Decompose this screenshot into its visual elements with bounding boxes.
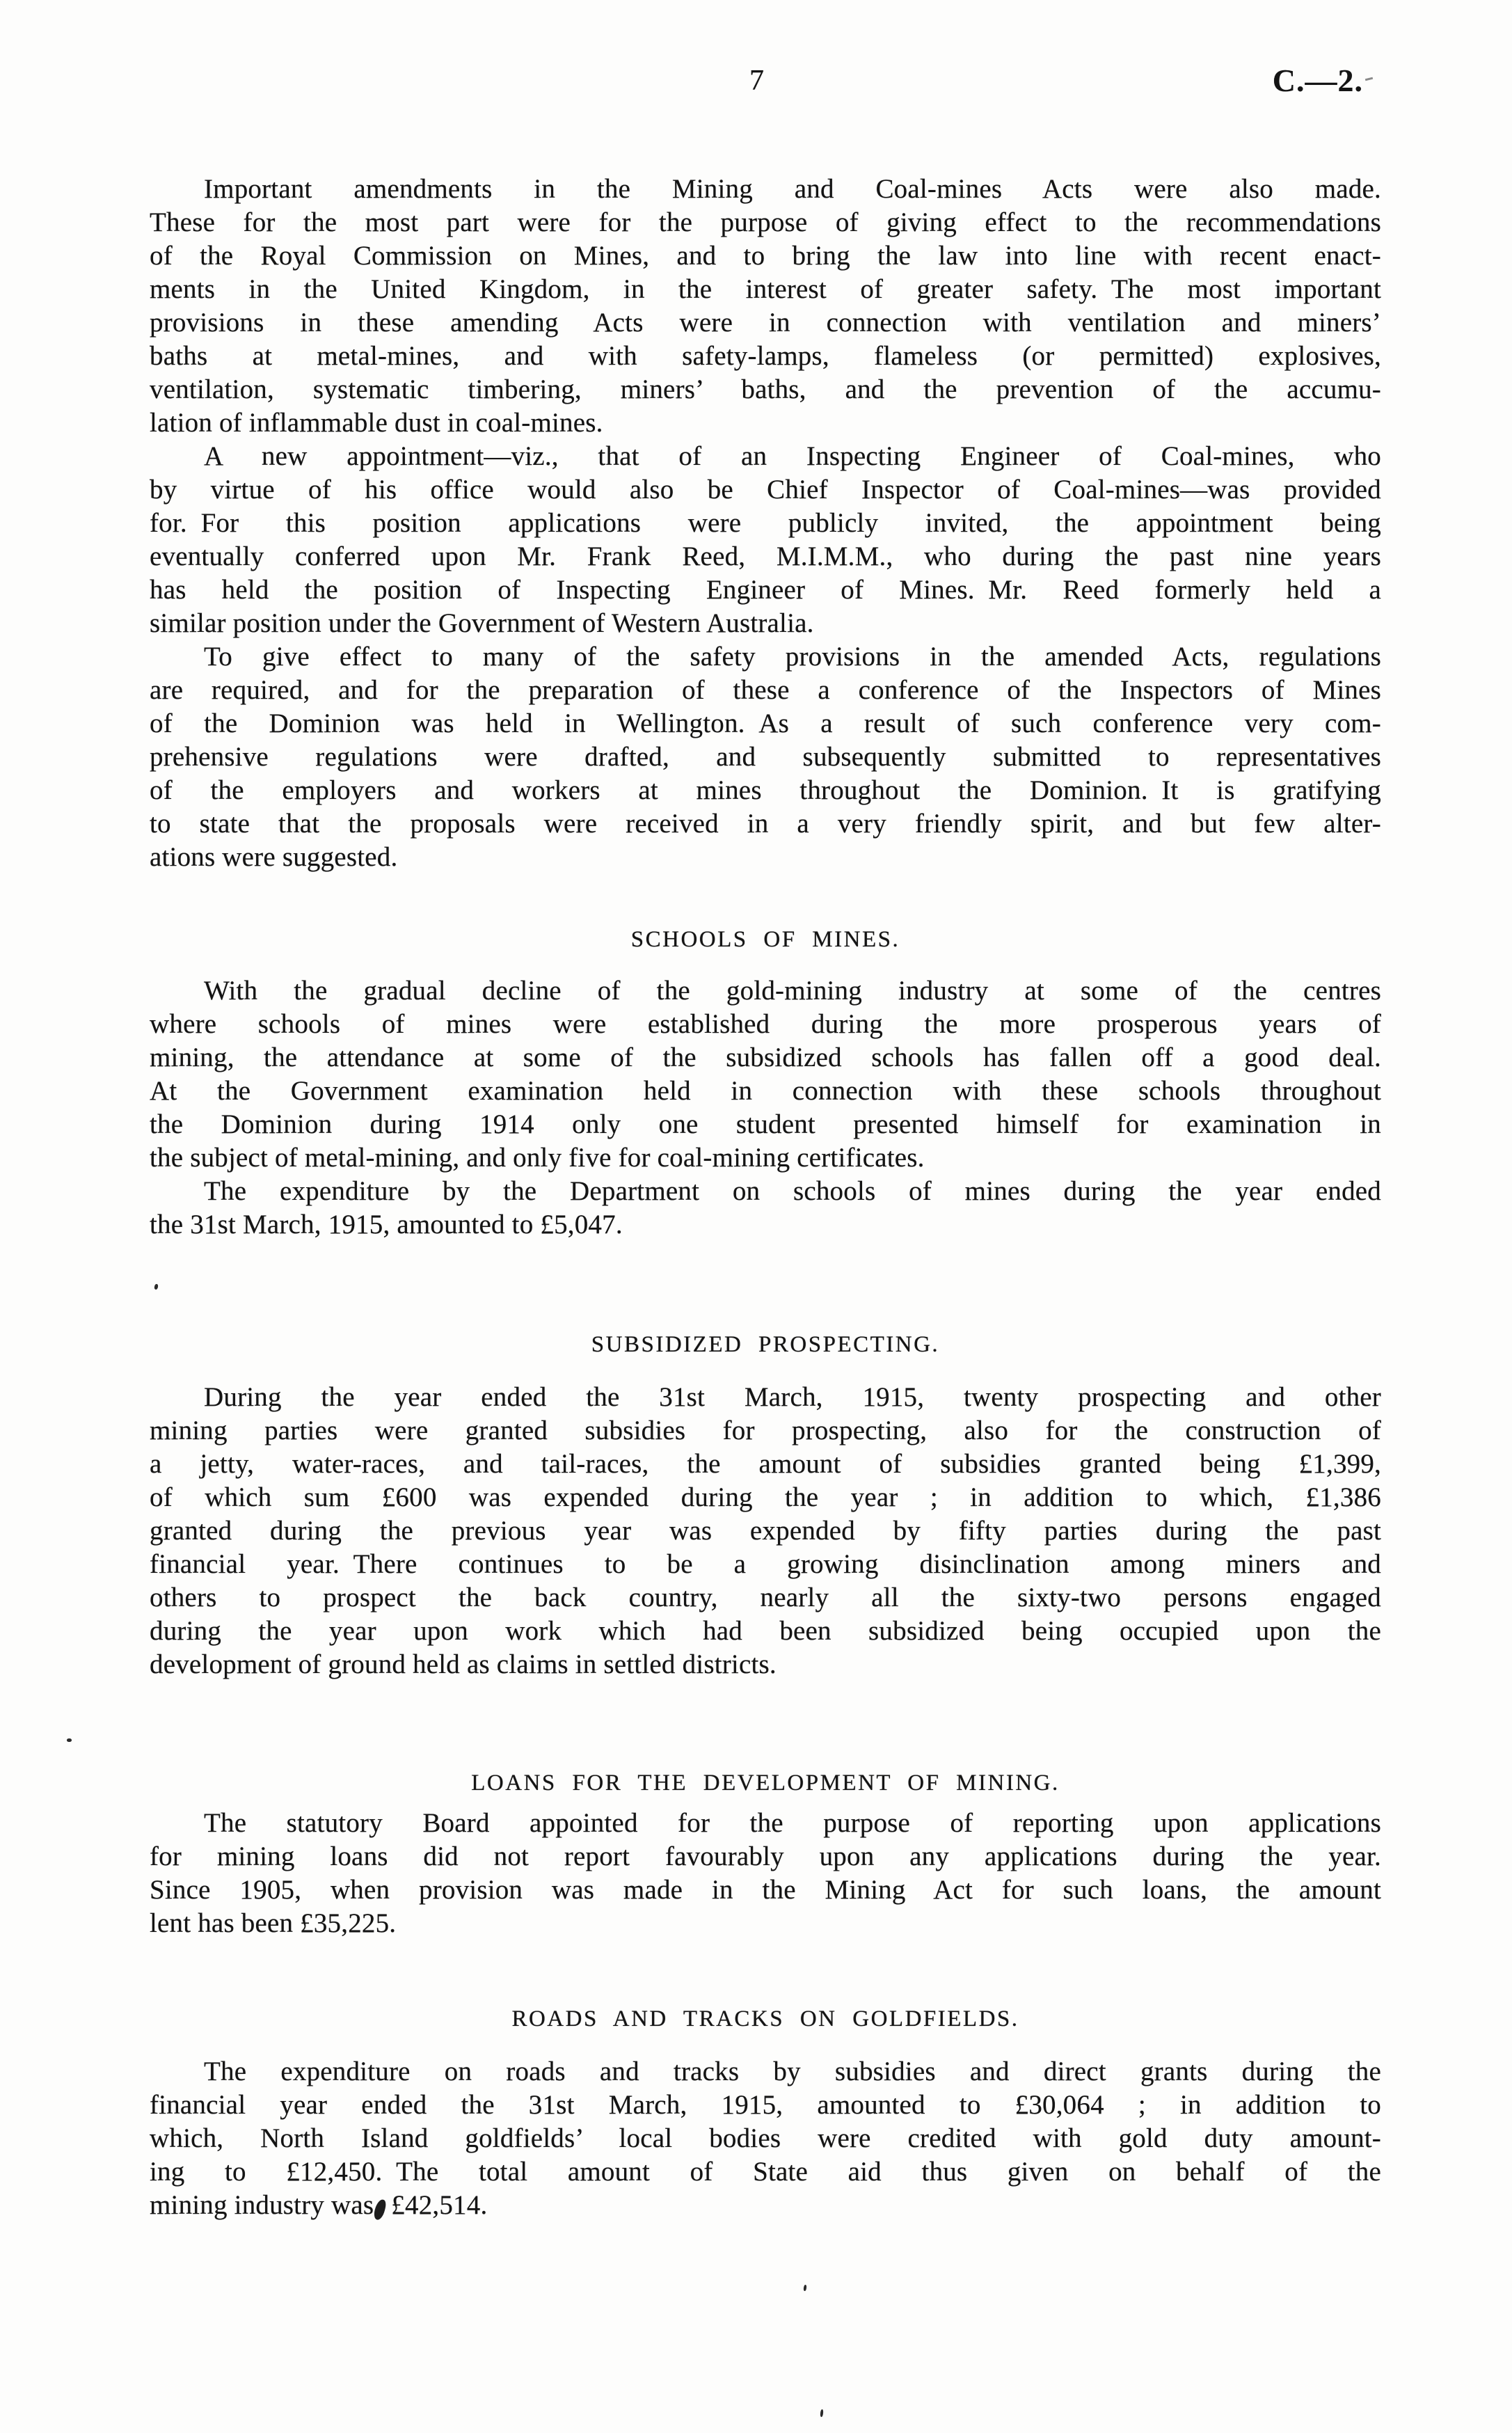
text-line	[150, 2189, 1381, 2222]
section-heading-schools-of-mines: SCHOOLS OF MINES.	[630, 927, 900, 952]
text-line: by virtue of his office would also be Chief Inspector of Coal-mines—was provided	[150, 475, 1381, 505]
ink-blot	[373, 2198, 388, 2221]
text-line: lation of inflammable dust in coal-mines.	[150, 408, 603, 438]
section-heading-roads-tracks-goldfields: ROADS AND TRACKS ON GOLDFIELDS.	[511, 2006, 1019, 2031]
text-line: With the gradual decline of the gold-mining industry at some of the centres	[204, 976, 1381, 1006]
text-line: The statutory Board appointed for the purpose of reporting upon applications	[204, 1808, 1381, 1838]
text-line: during the year upon work which had been subsidized being occupied upon the	[150, 1616, 1381, 1646]
paragraph-schools-decline	[150, 974, 1381, 1175]
text-line: During the year ended the 31st March, 1915, twenty prospecting and other	[204, 1382, 1381, 1412]
text-line: has held the position of Inspecting Engineer of Mines. Mr. Reed formerly held a	[150, 575, 1381, 605]
text-line: for. For this position applications were publicly invited, the appointment being	[150, 508, 1381, 538]
text-line: baths at metal-mines, and with safety-lamps, flameless (or permitted) explosives,	[150, 341, 1381, 371]
text-line: ments in the United Kingdom, in the interest of greater safety. The most important	[150, 274, 1381, 304]
text-line: ing to £12,450. The total amount of State aid thus given on behalf of the	[150, 2157, 1381, 2187]
text-line: to state that the proposals were received in a very friendly spirit, and but few alter-	[150, 809, 1381, 839]
text-line: At the Government examination held in connection with these schools throughout	[150, 1076, 1381, 1106]
paragraph-regulations	[150, 640, 1381, 874]
text-line: a jetty, water-races, and tail-races, the amount of subsidies granted being £1,399,	[150, 1449, 1381, 1479]
paragraph-appointment	[150, 440, 1381, 640]
text-line: The expenditure on roads and tracks by subsidies and direct grants during the	[204, 2056, 1381, 2086]
text-line: provisions in these amending Acts were in connection with ventilation and miners’	[150, 308, 1381, 338]
text-line: mining parties were granted subsidies for prospecting, also for the construction of	[150, 1416, 1381, 1445]
text-line: the 31st March, 1915, amounted to £5,047.	[150, 1210, 623, 1239]
text-line: financial year ended the 31st March, 1915, amounted to £30,064 ; in addition to	[150, 2090, 1381, 2120]
text-line-fragment: £42,514.	[391, 2190, 488, 2220]
text-line: lent has been £35,225.	[150, 1908, 397, 1938]
text-line: prehensive regulations were drafted, and subsequently submitted to representatives	[150, 742, 1381, 772]
text-line: where schools of mines were established during the more prosperous years of	[150, 1009, 1381, 1039]
section-heading-subsidized-prospecting: SUBSIDIZED PROSPECTING.	[591, 1332, 940, 1357]
paragraph-mining-loans	[150, 1807, 1381, 1940]
text-line: The expenditure by the Department on schools of mines during the year ended	[204, 1176, 1381, 1206]
text-line: mining, the attendance at some of the subsidized schools has fallen off a good deal.	[150, 1043, 1381, 1072]
text-line: development of ground held as claims in settled districts.	[150, 1649, 777, 1679]
text-block	[150, 0, 1381, 2433]
text-line: are required, and for the preparation of these a conference of the Inspectors of Mines	[150, 675, 1381, 705]
text-line: the Dominion during 1914 only one student presented himself for examination in	[150, 1109, 1381, 1139]
text-line: ventilation, systematic timbering, miners’ baths, and the prevention of the accumu-	[150, 374, 1381, 404]
text-line: A new appointment—viz., that of an Inspecting Engineer of Coal-mines, who	[204, 441, 1381, 471]
text-line: others to prospect the back country, nearly all the sixty-two persons engaged	[150, 1583, 1381, 1612]
text-line: which, North Island goldfields’ local bodies were credited with gold duty amount-	[150, 2123, 1381, 2153]
text-line: Important amendments in the Mining and Coal-mines Acts were also made.	[204, 174, 1381, 204]
text-line: of the Dominion was held in Wellington. As a result of such conference very com-	[150, 708, 1381, 738]
paragraph-prospecting-subsidies	[150, 1381, 1381, 1681]
section-heading-loans-development-mining: LOANS FOR THE DEVELOPMENT OF MINING.	[471, 1770, 1060, 1796]
text-line: of the employers and workers at mines throughout the Dominion. It is gratifying	[150, 775, 1381, 805]
text-line: the subject of metal-mining, and only five for coal-mining certificates.	[150, 1143, 925, 1173]
text-line: These for the most part were for the purpose of giving effect to the recommendations	[150, 207, 1381, 237]
ink-speck	[67, 1738, 72, 1742]
document-reference: C.—2.	[1272, 63, 1363, 98]
text-line: eventually conferred upon Mr. Frank Reed, M.I.M.M., who during the past nine years	[150, 541, 1381, 571]
paragraph-schools-expenditure	[150, 1175, 1381, 1242]
page-header	[150, 61, 1381, 103]
text-line: To give effect to many of the safety provisions in the amended Acts, regulations	[204, 642, 1381, 672]
paragraph-amendments	[150, 173, 1381, 440]
text-line: ations were suggested.	[150, 842, 398, 872]
paragraph-roads-expenditure	[150, 2055, 1381, 2222]
text-line-fragment: mining industry was	[150, 2190, 374, 2220]
text-line: for mining loans did not report favourably upon any applications during the year.	[150, 1841, 1381, 1871]
page-number: 7	[749, 65, 764, 97]
text-line: Since 1905, when provision was made in the Mining Act for such loans, the amount	[150, 1875, 1381, 1905]
text-line: similar position under the Government of Western Australia.	[150, 608, 814, 638]
text-line: granted during the previous year was expended by fifty parties during the past	[150, 1516, 1381, 1546]
text-line: of which sum £600 was expended during the year ; in addition to which, £1,386	[150, 1482, 1381, 1512]
text-line: of the Royal Commission on Mines, and to bring the law into line with recent enact-	[150, 241, 1381, 271]
text-line: financial year. There continues to be a growing disinclination among miners and	[150, 1549, 1381, 1579]
